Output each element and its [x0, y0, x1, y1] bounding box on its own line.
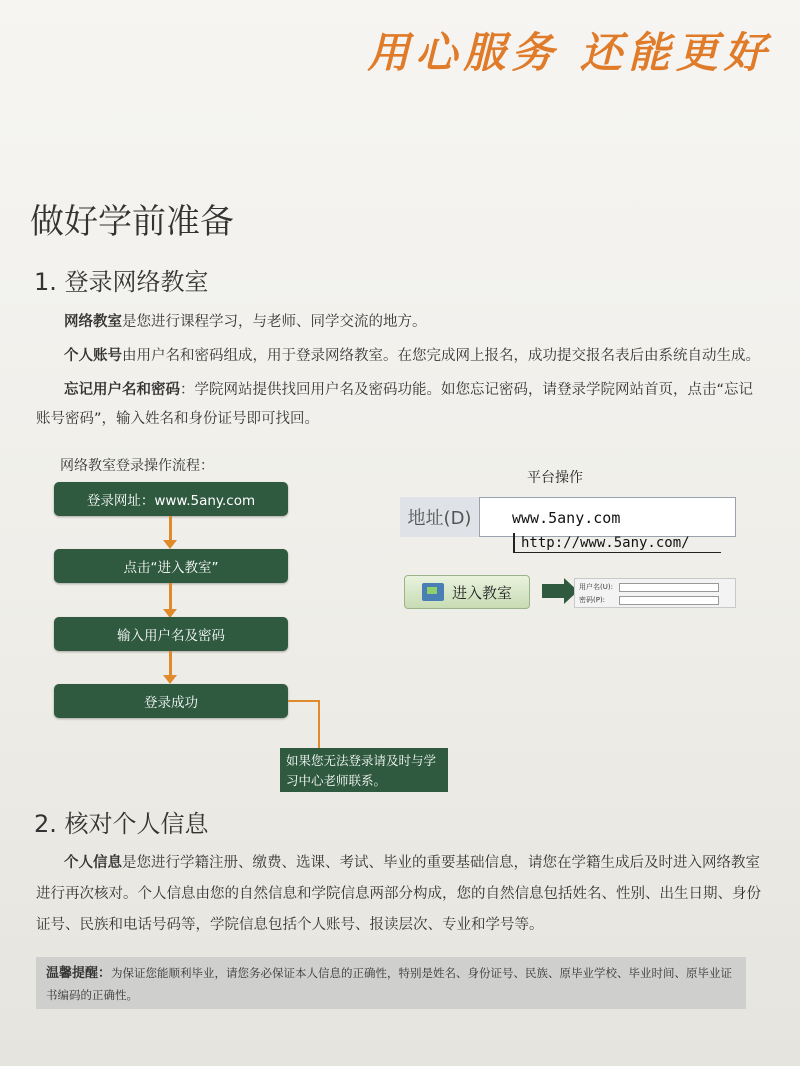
flow-arrow-1 [169, 516, 172, 542]
enter-classroom-button[interactable] [404, 575, 530, 609]
enter-classroom-label: 进入教室 [451, 583, 512, 602]
flow-step-1: 登录网址：www.5any.com [54, 482, 288, 516]
section1-paragraph-3 [36, 376, 764, 434]
flow-arrowhead-3 [163, 675, 177, 684]
address-label: 地址(D) [400, 497, 480, 537]
flow-arrowhead-1 [163, 540, 177, 549]
section1-paragraph-1 [36, 308, 764, 337]
flow-step-4: 登录成功 [54, 684, 288, 718]
address-input-value[interactable]: www.5any.com [512, 509, 621, 527]
note-connector-horizontal [288, 700, 320, 702]
section1-heading: 1. 登录网络教室 [34, 268, 209, 296]
flow-step-2: 点击“进入教室” [54, 549, 288, 583]
section2-heading: 2. 核对个人信息 [34, 810, 209, 838]
term-personal-info-desc: 是您进行学籍注册、缴费、选课、考试、毕业的重要基础信息，请您在学籍生成后及时进入网络教室进行再次核对。个人信息由您的自然信息和学院信息两部分构成，您的自然信息包括姓名、性别、出生日期、身份证号、民族和电话号码等，学院信息包括个人账号、报读层次、专业和学号等。 [36, 855, 761, 933]
term-classroom-desc: 是您进行课程学习，与老师、同学交流的地方。 [122, 314, 427, 330]
password-field[interactable] [619, 596, 719, 605]
section2-paragraph [36, 848, 764, 941]
tip-label: 温馨提醒： [46, 966, 112, 981]
term-forgot-desc: ：学院网站提供找回用户名及密码功能。如您忘记密码，请登录学院网站首页，点击“忘记账号密码”，输入姓名和身份证号即可找回。 [36, 382, 754, 427]
password-label: 密码(P): [579, 596, 606, 604]
flow-title: 网络教室登录操作流程： [60, 458, 214, 474]
login-form [574, 578, 736, 608]
username-field[interactable] [619, 583, 719, 592]
section1-paragraph-2 [36, 342, 764, 371]
monitor-icon [422, 583, 444, 601]
flow-step-3: 输入用户名及密码 [54, 617, 288, 651]
page-title: 做好学前准备 [30, 202, 234, 242]
tip-text: 为保证您能顺利毕业，请您务必保证本人信息的正确性，特别是姓名、身份证号、民族、原毕业学校、毕业时间、原毕业证书编码的正确性。 [46, 966, 733, 1002]
term-forgot: 忘记用户名和密码 [64, 382, 180, 398]
note-connector-vertical [318, 700, 320, 750]
header-slogan: 用心服务 还能更好 [367, 28, 772, 77]
term-classroom: 网络教室 [64, 314, 122, 330]
flow-arrow-2 [169, 583, 172, 611]
term-account-desc: 由用户名和密码组成，用于登录网络教室。在您完成网上报名，成功提交报名表后由系统自动生成。 [122, 348, 760, 364]
flow-note: 如果您无法登录请及时与学习中心老师联系。 [280, 748, 448, 792]
arrow-right-icon [542, 584, 566, 598]
platform-title: 平台操作 [527, 470, 583, 486]
flow-arrow-3 [169, 651, 172, 677]
term-personal-info: 个人信息 [64, 855, 122, 871]
username-label: 用户名(U): [579, 583, 613, 591]
term-account: 个人账号 [64, 348, 122, 364]
address-suggestion[interactable]: http://www.5any.com/ [513, 533, 721, 553]
tip-box [36, 957, 746, 1009]
